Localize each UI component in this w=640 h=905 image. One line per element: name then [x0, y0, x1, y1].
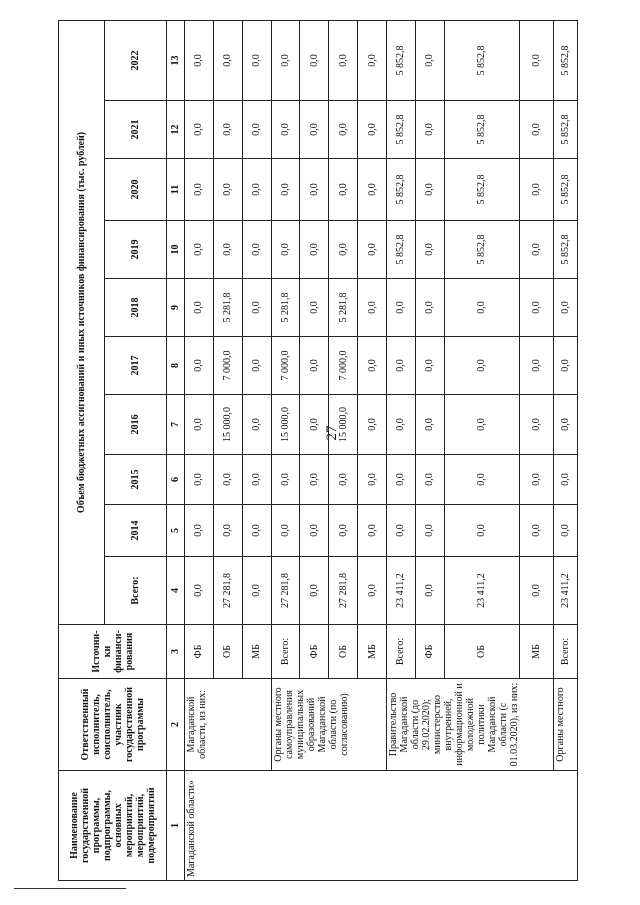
value-cell: 0,0 [242, 557, 271, 625]
value-cell: 0,0 [415, 337, 444, 395]
value-cell: 0,0 [300, 337, 329, 395]
value-cell: 0,0 [553, 505, 577, 557]
value-cell: 0,0 [185, 279, 214, 337]
column-number: 12 [167, 101, 185, 159]
value-cell: 5 852,8 [444, 159, 519, 221]
value-cell: 0,0 [415, 557, 444, 625]
value-cell: 5 281,8 [329, 279, 358, 337]
value-cell: 0,0 [329, 101, 358, 159]
value-cell: 0,0 [553, 395, 577, 455]
value-cell: 0,0 [520, 455, 553, 505]
value-cell: 23 411,2 [387, 557, 416, 625]
value-cell: 15 000,0 [271, 395, 300, 455]
value-cell: 0,0 [520, 20, 553, 100]
value-cell: 0,0 [444, 505, 519, 557]
value-cell: 0,0 [444, 279, 519, 337]
header-year: 2018 [105, 279, 167, 337]
value-cell: 27 281,8 [271, 557, 300, 625]
header-year: 2019 [105, 221, 167, 279]
page-number: 27 [324, 425, 340, 441]
value-cell: 5 852,8 [553, 159, 577, 221]
value-cell: 0,0 [520, 279, 553, 337]
value-cell: 5 852,8 [387, 159, 416, 221]
value-cell: 0,0 [300, 20, 329, 100]
value-cell: 0,0 [242, 279, 271, 337]
value-cell: 0,0 [358, 159, 387, 221]
value-cell: 0,0 [444, 337, 519, 395]
value-cell: 5 852,8 [444, 20, 519, 100]
executor-cell: Магаданской области, из них: [185, 679, 272, 771]
value-cell: 5 852,8 [387, 101, 416, 159]
value-cell: 0,0 [300, 101, 329, 159]
source-cell: ОБ [213, 625, 242, 679]
source-cell: Всего: [387, 625, 416, 679]
value-cell: 0,0 [415, 159, 444, 221]
header-year: 2022 [105, 20, 167, 100]
funding-table [58, 20, 578, 881]
value-cell: 0,0 [300, 279, 329, 337]
value-cell: 0,0 [415, 395, 444, 455]
value-cell: 15 000,0 [213, 395, 242, 455]
value-cell: 0,0 [185, 455, 214, 505]
source-cell: Всего: [271, 625, 300, 679]
value-cell: 0,0 [387, 337, 416, 395]
column-number: 10 [167, 221, 185, 279]
value-cell: 5 852,8 [553, 221, 577, 279]
value-cell: 0,0 [300, 455, 329, 505]
header-year: 2014 [105, 505, 167, 557]
value-cell: 0,0 [553, 279, 577, 337]
value-cell: 0,0 [358, 557, 387, 625]
column-number: 1 [167, 771, 185, 881]
value-cell: 0,0 [242, 337, 271, 395]
footnote-divider [14, 888, 126, 889]
column-number: 4 [167, 557, 185, 625]
value-cell: 0,0 [271, 101, 300, 159]
source-cell: ФБ [415, 625, 444, 679]
value-cell: 0,0 [242, 395, 271, 455]
value-cell: 5 852,8 [553, 101, 577, 159]
value-cell: 0,0 [271, 159, 300, 221]
value-cell: 0,0 [185, 505, 214, 557]
column-number: 13 [167, 20, 185, 100]
header-year: 2015 [105, 455, 167, 505]
value-cell: 0,0 [242, 101, 271, 159]
source-cell: МБ [358, 625, 387, 679]
column-number: 9 [167, 279, 185, 337]
executor-cell: Правительство Магаданской области (до 29.02.2020); министерство внутренней, информационной и молодежной политики Магаданской области (с 01.03.2020), из них: [387, 679, 554, 771]
value-cell: 0,0 [387, 279, 416, 337]
value-cell: 0,0 [329, 455, 358, 505]
table-row [185, 20, 214, 880]
source-cell: МБ [242, 625, 271, 679]
column-number: 8 [167, 337, 185, 395]
value-cell: 7 000,0 [213, 337, 242, 395]
value-cell: 0,0 [415, 279, 444, 337]
value-cell: 0,0 [271, 221, 300, 279]
value-cell: 0,0 [387, 455, 416, 505]
header-year: 2017 [105, 337, 167, 395]
value-cell: 0,0 [300, 221, 329, 279]
value-cell: 5 852,8 [387, 221, 416, 279]
value-cell: 0,0 [271, 20, 300, 100]
value-cell: 0,0 [329, 20, 358, 100]
value-cell: 0,0 [444, 395, 519, 455]
value-cell: 0,0 [300, 557, 329, 625]
program-name-cell: Магаданской области» [185, 771, 578, 881]
value-cell: 5 852,8 [444, 221, 519, 279]
value-cell: 0,0 [242, 455, 271, 505]
header-year: 2021 [105, 101, 167, 159]
column-number: 5 [167, 505, 185, 557]
value-cell: 0,0 [300, 395, 329, 455]
value-cell: 5 281,8 [271, 279, 300, 337]
value-cell: 15 000,0 [329, 395, 358, 455]
header-year: 2016 [105, 395, 167, 455]
value-cell: 0,0 [185, 221, 214, 279]
executor-cell: Органы местного самоуправления муниципальных образований Магаданской области (по согласованию) [271, 679, 386, 771]
source-cell: Всего: [553, 625, 577, 679]
value-cell: 0,0 [242, 20, 271, 100]
value-cell: 0,0 [415, 455, 444, 505]
value-cell: 0,0 [415, 221, 444, 279]
value-cell: 0,0 [444, 455, 519, 505]
value-cell: 0,0 [300, 505, 329, 557]
value-cell: 0,0 [213, 455, 242, 505]
value-cell: 0,0 [520, 101, 553, 159]
value-cell: 0,0 [520, 505, 553, 557]
value-cell: 0,0 [329, 159, 358, 221]
table-row [271, 20, 300, 880]
value-cell: 0,0 [329, 221, 358, 279]
header-funding-source: Источни-ки финанси-рования [59, 625, 167, 679]
table-body [185, 20, 578, 880]
header-executor: Ответственный исполнитель, соисполнитель, участник государственной программы [59, 679, 167, 771]
value-cell: 0,0 [387, 505, 416, 557]
executor-cell: Органы местного [553, 679, 577, 771]
value-cell: 5 852,8 [387, 20, 416, 100]
source-cell: ОБ [444, 625, 519, 679]
value-cell: 23 411,2 [553, 557, 577, 625]
value-cell: 0,0 [242, 221, 271, 279]
value-cell: 0,0 [387, 395, 416, 455]
table-row [553, 20, 577, 880]
value-cell: 0,0 [185, 337, 214, 395]
value-cell: 23 411,2 [444, 557, 519, 625]
column-number: 11 [167, 159, 185, 221]
value-cell: 0,0 [553, 337, 577, 395]
value-cell: 27 281,8 [213, 557, 242, 625]
value-cell: 0,0 [185, 101, 214, 159]
value-cell: 7 000,0 [271, 337, 300, 395]
value-cell: 27 281,8 [329, 557, 358, 625]
value-cell: 0,0 [358, 221, 387, 279]
value-cell: 5 852,8 [553, 20, 577, 100]
value-cell: 0,0 [520, 159, 553, 221]
source-cell: ФБ [185, 625, 214, 679]
value-cell: 0,0 [358, 279, 387, 337]
header-total: Всего: [105, 557, 167, 625]
value-cell: 0,0 [358, 505, 387, 557]
value-cell: 0,0 [185, 20, 214, 100]
value-cell: 0,0 [358, 395, 387, 455]
column-number: 2 [167, 679, 185, 771]
column-number: 3 [167, 625, 185, 679]
value-cell: 0,0 [213, 20, 242, 100]
value-cell: 0,0 [242, 505, 271, 557]
header-year: 2020 [105, 159, 167, 221]
value-cell: 0,0 [520, 221, 553, 279]
value-cell: 0,0 [358, 455, 387, 505]
source-cell: ОБ [329, 625, 358, 679]
value-cell: 0,0 [271, 455, 300, 505]
value-cell: 0,0 [213, 101, 242, 159]
value-cell: 0,0 [520, 557, 553, 625]
value-cell: 0,0 [358, 20, 387, 100]
value-cell: 7 000,0 [329, 337, 358, 395]
value-cell: 0,0 [185, 159, 214, 221]
value-cell: 0,0 [329, 505, 358, 557]
value-cell: 0,0 [185, 395, 214, 455]
value-cell: 0,0 [520, 337, 553, 395]
value-cell: 5 852,8 [444, 101, 519, 159]
table-row [387, 20, 416, 880]
source-cell: МБ [520, 625, 553, 679]
value-cell: 0,0 [358, 101, 387, 159]
value-cell: 0,0 [300, 159, 329, 221]
value-cell: 0,0 [358, 337, 387, 395]
value-cell: 5 281,8 [213, 279, 242, 337]
value-cell: 0,0 [415, 20, 444, 100]
value-cell: 0,0 [213, 159, 242, 221]
source-cell: ФБ [300, 625, 329, 679]
value-cell: 0,0 [520, 395, 553, 455]
value-cell: 0,0 [213, 221, 242, 279]
header-program-name: Наименование государственной программы, подпрограммы, основных мероприятий, мероприятий, подмероприятий [59, 771, 167, 881]
value-cell: 0,0 [185, 557, 214, 625]
column-number: 7 [167, 395, 185, 455]
column-number: 6 [167, 455, 185, 505]
header-funding-volume: Объем бюджетных ассигнований и иных источников финансирования (тыс. рублей) [59, 20, 105, 624]
value-cell: 0,0 [271, 505, 300, 557]
value-cell: 0,0 [213, 505, 242, 557]
value-cell: 0,0 [415, 505, 444, 557]
value-cell: 0,0 [242, 159, 271, 221]
value-cell: 0,0 [415, 101, 444, 159]
rotated-table-wrapper [58, 21, 578, 881]
value-cell: 0,0 [553, 455, 577, 505]
